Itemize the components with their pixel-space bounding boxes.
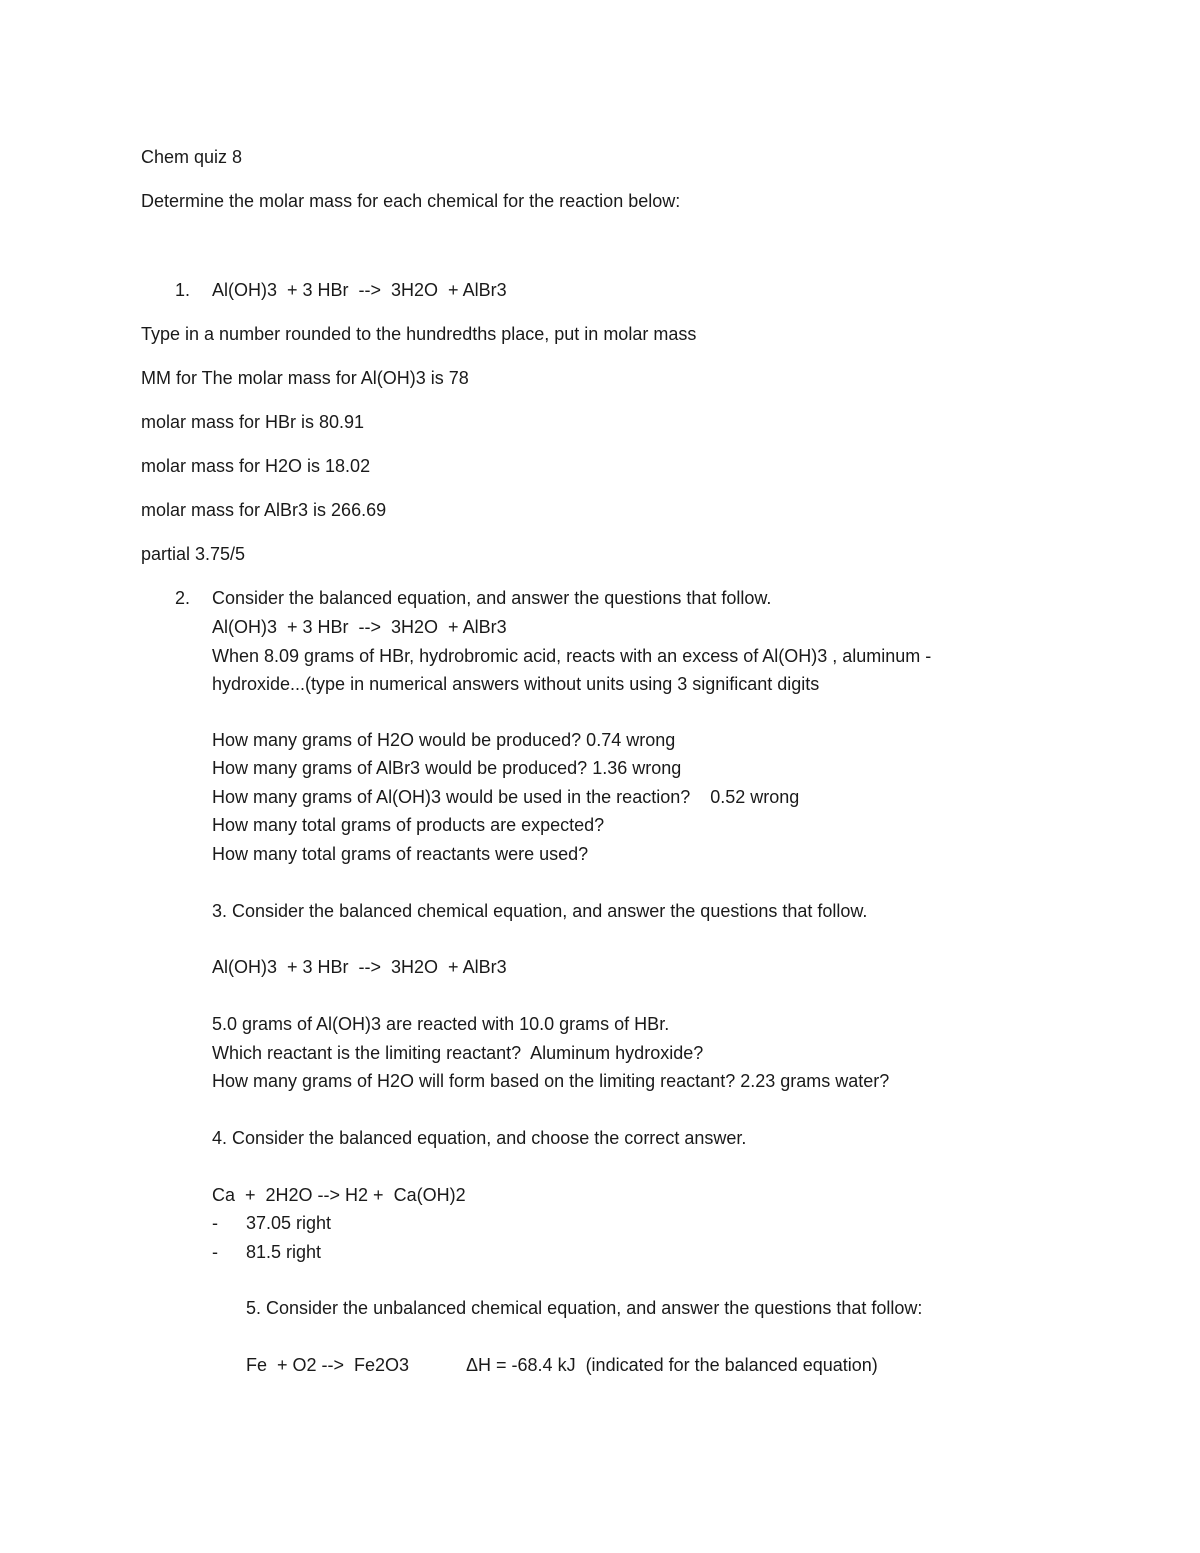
intro-text: Determine the molar mass for each chemical for the reaction below:: [141, 191, 681, 211]
q3-equation: Al(OH)3 + 3 HBr --> 3H2O + AlBr3: [212, 957, 507, 977]
q2-prompt: Consider the balanced equation, and answer the questions that follow.: [212, 588, 772, 608]
q1-answer: molar mass for AlBr3 is 266.69: [141, 500, 387, 520]
q1-equation: Al(OH)3 + 3 HBr --> 3H2O + AlBr3: [212, 280, 507, 300]
q1-answer: molar mass for H2O is 18.02: [141, 456, 371, 476]
q2-question: How many grams of AlBr3 would be produced? 1.36 wrong: [212, 758, 682, 778]
q4-bullet: -: [212, 1213, 218, 1233]
q3-line: How many grams of H2O will form based on the limiting reactant? 2.23 grams water?: [212, 1071, 890, 1091]
q2-setup: When 8.09 grams of HBr, hydrobromic acid, reacts with an excess of Al(OH)3 , aluminum -: [212, 646, 932, 666]
q2-question: How many grams of H2O would be produced? 0.74 wrong: [212, 730, 676, 750]
q2-question: How many grams of Al(OH)3 would be used in the reaction? 0.52 wrong: [212, 787, 800, 807]
q5-prompt: 5. Consider the unbalanced chemical equation, and answer the questions that follow:: [246, 1298, 923, 1318]
q4-equation: Ca + 2H2O --> H2 + Ca(OH)2: [212, 1185, 466, 1205]
q2-equation: Al(OH)3 + 3 HBr --> 3H2O + AlBr3: [212, 617, 507, 637]
q2-number: 2.: [175, 588, 191, 608]
q4-item: 37.05 right: [246, 1213, 332, 1233]
q1-number: 1.: [175, 280, 191, 300]
q1-score: partial 3.75/5: [141, 544, 246, 564]
q2-question: How many total grams of reactants were used?: [212, 844, 589, 864]
document-title: Chem quiz 8: [141, 147, 243, 167]
q3-line: Which reactant is the limiting reactant? Aluminum hydroxide?: [212, 1043, 704, 1063]
q4-prompt: 4. Consider the balanced equation, and choose the correct answer.: [212, 1128, 747, 1148]
q1-instruction: Type in a number rounded to the hundredths place, put in molar mass: [141, 324, 697, 344]
q1-answer: MM for The molar mass for Al(OH)3 is 78: [141, 368, 469, 388]
q3-line: 5.0 grams of Al(OH)3 are reacted with 10.0 grams of HBr.: [212, 1014, 670, 1034]
q3-prompt: 3. Consider the balanced chemical equation, and answer the questions that follow.: [212, 901, 868, 921]
q2-setup: hydroxide...(type in numerical answers without units using 3 significant digits: [212, 674, 820, 694]
q2-question: How many total grams of products are expected?: [212, 815, 605, 835]
q1-answer: molar mass for HBr is 80.91: [141, 412, 365, 432]
q5-equation: Fe + O2 --> Fe2O3: [246, 1355, 410, 1375]
q5-enthalpy: ΔH = -68.4 kJ (indicated for the balanced equation): [466, 1355, 878, 1375]
q4-item: 81.5 right: [246, 1242, 322, 1262]
q4-bullet: -: [212, 1242, 218, 1262]
